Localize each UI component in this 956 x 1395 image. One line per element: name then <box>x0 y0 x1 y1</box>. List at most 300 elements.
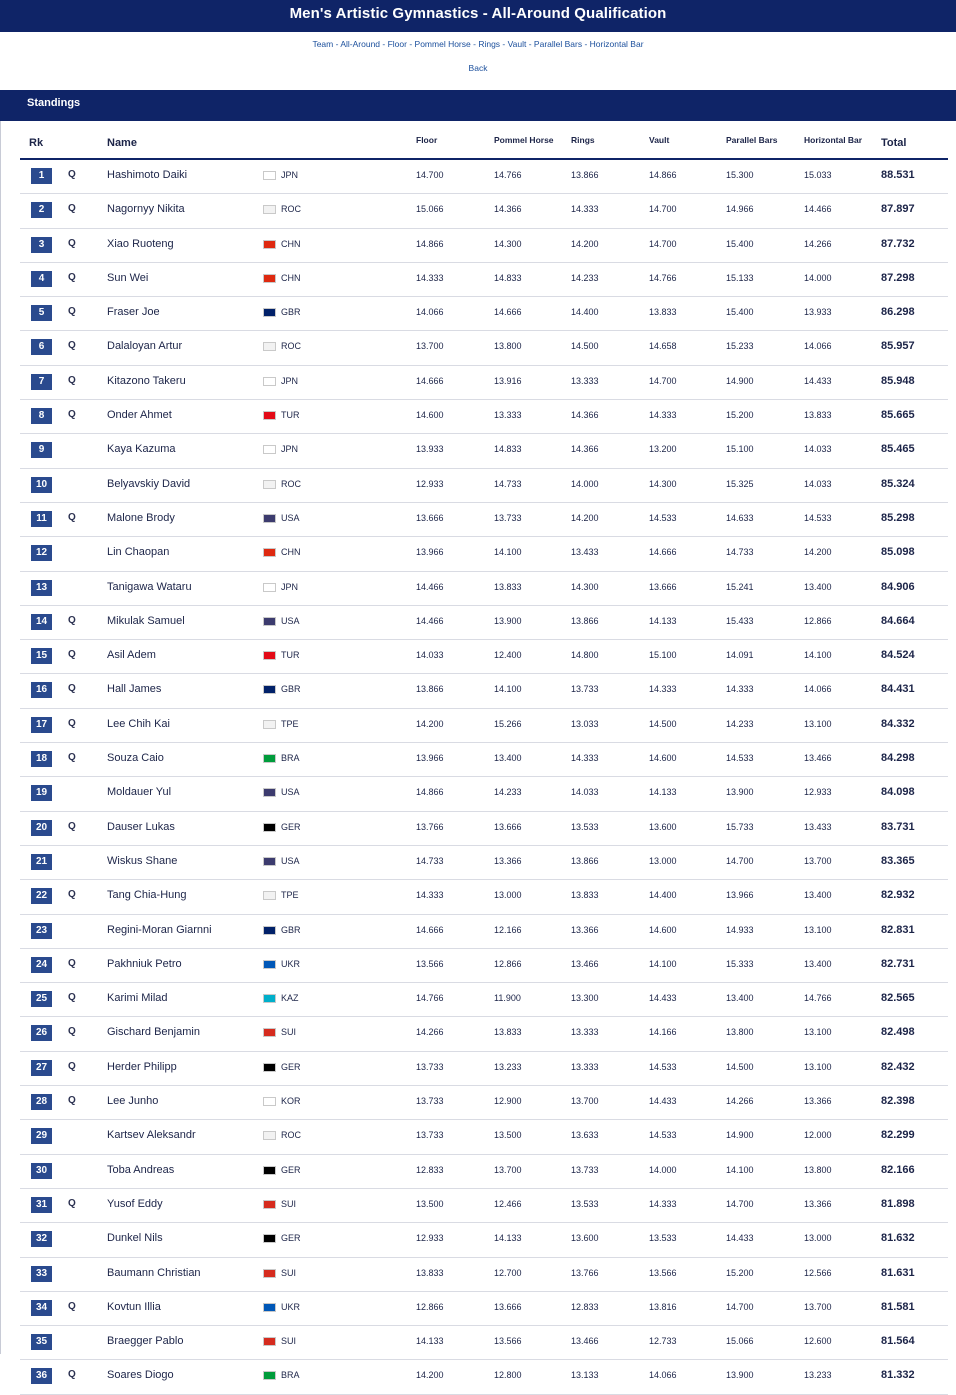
total-score: 85.324 <box>881 477 915 490</box>
parallel-bars-score: 15.241 <box>726 581 754 592</box>
col-header-floor[interactable]: Floor <box>416 135 438 145</box>
horizontal-bar-score: 13.800 <box>804 1164 832 1175</box>
rings-score: 12.833 <box>571 1301 599 1312</box>
country-code: GER <box>281 1061 301 1072</box>
vault-score: 14.100 <box>649 958 677 969</box>
country-code: GBR <box>281 307 301 318</box>
country-flag-icon <box>263 411 276 420</box>
horizontal-bar-score: 13.100 <box>804 924 832 935</box>
rank-badge: 12 <box>31 545 52 561</box>
parallel-bars-score: 14.091 <box>726 650 754 661</box>
table-row <box>20 469 948 503</box>
nav-separator: - <box>380 39 388 49</box>
floor-score: 14.866 <box>416 238 444 249</box>
parallel-bars-score: 14.900 <box>726 1130 754 1141</box>
vault-score: 14.533 <box>649 1130 677 1141</box>
parallel-bars-score: 14.966 <box>726 204 754 215</box>
total-score: 82.432 <box>881 1060 915 1073</box>
table-row <box>20 1017 948 1051</box>
athlete-name[interactable]: Kartsev Aleksandr <box>107 1129 196 1142</box>
country-flag-icon <box>263 926 276 935</box>
vault-score: 14.133 <box>649 615 677 626</box>
total-score: 84.298 <box>881 752 915 765</box>
rank-badge: 22 <box>31 888 52 904</box>
floor-score: 14.700 <box>416 170 444 180</box>
parallel-bars-score: 14.733 <box>726 547 754 558</box>
total-score: 85.465 <box>881 443 915 456</box>
horizontal-bar-score: 14.066 <box>804 341 832 352</box>
vault-score: 14.666 <box>649 547 677 558</box>
vault-score: 14.600 <box>649 924 677 935</box>
pommel-horse-score: 14.300 <box>494 238 522 249</box>
country-flag-icon <box>263 274 276 283</box>
table-row <box>20 880 948 914</box>
horizontal-bar-score: 14.000 <box>804 272 832 283</box>
floor-score: 12.866 <box>416 1301 444 1312</box>
floor-score: 14.466 <box>416 581 444 592</box>
total-score: 81.581 <box>881 1300 915 1313</box>
nav-separator: - <box>526 39 534 49</box>
total-score: 82.565 <box>881 992 915 1005</box>
qualified-marker: Q <box>68 1197 76 1209</box>
pommel-horse-score: 13.733 <box>494 512 522 523</box>
pommel-horse-score: 14.233 <box>494 787 522 798</box>
qualified-marker: Q <box>68 203 76 215</box>
pommel-horse-score: 14.766 <box>494 170 522 180</box>
rings-score: 14.366 <box>571 444 599 455</box>
rank-badge: 16 <box>31 682 52 698</box>
athlete-name[interactable]: Braegger Pablo <box>107 1335 184 1348</box>
rings-score: 13.300 <box>571 993 599 1004</box>
parallel-bars-score: 15.433 <box>726 615 754 626</box>
table-row <box>20 743 948 777</box>
floor-score: 14.866 <box>416 787 444 798</box>
standings-header <box>0 90 956 121</box>
rings-score: 14.200 <box>571 238 599 249</box>
horizontal-bar-score: 14.533 <box>804 512 832 523</box>
pommel-horse-score: 14.366 <box>494 204 522 215</box>
country-code: ROC <box>281 478 301 489</box>
country-code: SUI <box>281 1267 297 1278</box>
rings-score: 13.133 <box>571 1370 599 1381</box>
athlete-name[interactable]: Onder Ahmet <box>107 409 172 422</box>
country-flag-icon <box>263 891 276 900</box>
total-score: 86.298 <box>881 306 915 319</box>
pommel-horse-score: 14.833 <box>494 444 522 455</box>
country-code: SUI <box>281 1198 297 1209</box>
athlete-name[interactable]: Wiskus Shane <box>107 854 178 867</box>
horizontal-bar-score: 14.033 <box>804 444 832 455</box>
rank-badge: 1 <box>31 168 52 184</box>
col-header-rings[interactable]: Rings <box>571 135 595 145</box>
athlete-name[interactable]: Tang Chia-Hung <box>107 889 187 902</box>
rings-score: 13.866 <box>571 615 599 626</box>
country-flag-icon <box>263 445 276 454</box>
table-row <box>20 674 948 708</box>
qualified-marker: Q <box>68 409 76 421</box>
total-score: 82.731 <box>881 957 915 970</box>
col-header-total[interactable]: Total <box>881 137 907 149</box>
athlete-name[interactable]: Toba Andreas <box>107 1163 175 1176</box>
floor-score: 12.933 <box>416 1233 444 1244</box>
horizontal-bar-score: 13.833 <box>804 410 832 421</box>
standings-title: Standings <box>27 97 81 109</box>
athlete-name[interactable]: Asil Adem <box>107 649 156 662</box>
total-score: 87.897 <box>881 203 915 216</box>
nav-link-all-around[interactable]: All-Around <box>340 39 381 49</box>
parallel-bars-score: 14.533 <box>726 753 754 764</box>
table-row <box>20 229 948 263</box>
total-score: 84.906 <box>881 580 915 593</box>
country-code: BRA <box>281 1370 300 1381</box>
pommel-horse-score: 12.800 <box>494 1370 522 1381</box>
floor-score: 13.966 <box>416 753 444 764</box>
athlete-name[interactable]: Hall James <box>107 683 162 696</box>
col-header-parallel-bars[interactable]: Parallel Bars <box>726 135 778 145</box>
country-flag-icon <box>263 1303 276 1312</box>
pommel-horse-score: 13.500 <box>494 1130 522 1141</box>
vault-score: 13.816 <box>649 1301 677 1312</box>
floor-score: 13.833 <box>416 1267 444 1278</box>
table-row <box>20 777 948 811</box>
vault-score: 14.866 <box>649 170 677 180</box>
country-code: JPN <box>281 375 299 386</box>
country-code: SUI <box>281 1336 297 1347</box>
pommel-horse-score: 12.166 <box>494 924 522 935</box>
nav-link-rings[interactable]: Rings <box>478 39 501 49</box>
vault-score: 14.333 <box>649 684 677 695</box>
athlete-name[interactable]: Baumann Christian <box>107 1266 201 1279</box>
country-flag-icon <box>263 171 276 180</box>
vault-score: 14.333 <box>649 410 677 421</box>
country-flag-icon <box>263 685 276 694</box>
rank-badge: 32 <box>31 1231 52 1247</box>
rank-badge: 28 <box>31 1094 52 1110</box>
athlete-name[interactable]: Nagornyy Nikita <box>107 203 185 216</box>
horizontal-bar-score: 14.100 <box>804 650 832 661</box>
table-row <box>20 606 948 640</box>
athlete-name[interactable]: Kaya Kazuma <box>107 443 176 456</box>
athlete-name[interactable]: Herder Philipp <box>107 1060 177 1073</box>
horizontal-bar-score: 12.933 <box>804 787 832 798</box>
country-code: TPE <box>281 718 299 729</box>
country-flag-icon <box>263 1269 276 1278</box>
total-score: 85.948 <box>881 374 915 387</box>
vault-score: 13.833 <box>649 307 677 318</box>
total-score: 85.665 <box>881 409 915 422</box>
col-header-horizontal-bar[interactable]: Horizontal Bar <box>804 135 863 145</box>
qualified-marker: Q <box>68 614 76 626</box>
rings-score: 13.600 <box>571 1233 599 1244</box>
parallel-bars-score: 14.433 <box>726 1233 754 1244</box>
parallel-bars-score: 15.066 <box>726 1336 754 1347</box>
athlete-name[interactable]: Pakhniuk Petro <box>107 957 182 970</box>
vault-score: 14.600 <box>649 753 677 764</box>
rings-score: 14.033 <box>571 787 599 798</box>
rings-score: 13.766 <box>571 1267 599 1278</box>
page-title: Men's Artistic Gymnastics - All-Around Qualification <box>289 5 667 22</box>
pommel-horse-score: 15.266 <box>494 718 522 729</box>
athlete-name[interactable]: Regini-Moran Giarnni <box>107 923 212 936</box>
total-score: 87.298 <box>881 271 915 284</box>
country-code: UKR <box>281 958 301 969</box>
rank-badge: 9 <box>31 442 52 458</box>
country-flag-icon <box>263 1028 276 1037</box>
vault-score: 13.000 <box>649 855 677 866</box>
floor-score: 14.666 <box>416 375 444 386</box>
rings-score: 14.000 <box>571 478 599 489</box>
qualified-marker: Q <box>68 271 76 283</box>
total-score: 82.299 <box>881 1129 915 1142</box>
rank-badge: 18 <box>31 751 52 767</box>
floor-score: 14.466 <box>416 615 444 626</box>
rank-badge: 23 <box>31 923 52 939</box>
vault-score: 14.700 <box>649 375 677 386</box>
nav-link-pommel-horse[interactable]: Pommel Horse <box>414 39 471 49</box>
horizontal-bar-score: 13.400 <box>804 890 832 901</box>
parallel-bars-score: 15.400 <box>726 238 754 249</box>
rings-score: 14.333 <box>571 204 599 215</box>
qualified-marker: Q <box>68 1026 76 1038</box>
horizontal-bar-score: 12.866 <box>804 615 832 626</box>
floor-score: 13.766 <box>416 821 444 832</box>
total-score: 84.524 <box>881 649 915 662</box>
athlete-name[interactable]: Lin Chaopan <box>107 546 170 559</box>
vault-score: 14.166 <box>649 1027 677 1038</box>
country-flag-icon <box>263 514 276 523</box>
country-code: JPN <box>281 581 299 592</box>
horizontal-bar-score: 13.000 <box>804 1233 832 1244</box>
horizontal-bar-score: 13.366 <box>804 1096 832 1107</box>
horizontal-bar-score: 14.266 <box>804 238 832 249</box>
rings-score: 13.366 <box>571 924 599 935</box>
rank-badge: 11 <box>31 511 52 527</box>
nav-separator: - <box>406 39 415 49</box>
pommel-horse-score: 12.466 <box>494 1198 522 1209</box>
col-header-vault[interactable]: Vault <box>649 135 670 145</box>
parallel-bars-score: 15.733 <box>726 821 754 832</box>
parallel-bars-score: 14.233 <box>726 718 754 729</box>
back-link-wrap <box>0 63 956 73</box>
horizontal-bar-score: 13.100 <box>804 718 832 729</box>
vault-score: 14.300 <box>649 478 677 489</box>
qualified-marker: Q <box>68 957 76 969</box>
table-row <box>20 812 948 846</box>
country-code: CHN <box>281 238 301 249</box>
horizontal-bar-score: 13.100 <box>804 1061 832 1072</box>
nav-link-floor[interactable]: Floor <box>387 39 407 49</box>
rank-badge: 3 <box>31 237 52 253</box>
country-code: USA <box>281 615 300 626</box>
vault-score: 14.533 <box>649 512 677 523</box>
floor-score: 12.833 <box>416 1164 444 1175</box>
pommel-horse-score: 13.666 <box>494 821 522 832</box>
pommel-horse-score: 11.900 <box>494 993 521 1004</box>
col-header-name[interactable]: Name <box>107 137 137 149</box>
country-flag-icon <box>263 377 276 386</box>
floor-score: 14.733 <box>416 855 444 866</box>
qualified-marker: Q <box>68 237 76 249</box>
athlete-name[interactable]: Mikulak Samuel <box>107 614 185 627</box>
pommel-horse-score: 12.700 <box>494 1267 522 1278</box>
table-row <box>20 915 948 949</box>
pommel-horse-score: 13.333 <box>494 410 522 421</box>
nav-link-horizontal-bar[interactable]: Horizontal Bar <box>589 39 644 49</box>
country-code: ROC <box>281 204 301 215</box>
qualified-marker: Q <box>68 1369 76 1381</box>
pommel-horse-score: 12.866 <box>494 958 522 969</box>
total-score: 81.632 <box>881 1232 915 1245</box>
country-code: TUR <box>281 410 300 421</box>
horizontal-bar-score: 15.033 <box>804 170 832 180</box>
athlete-name[interactable]: Fraser Joe <box>107 306 160 319</box>
country-code: KAZ <box>281 993 299 1004</box>
floor-score: 14.200 <box>416 1370 444 1381</box>
country-code: SUI <box>281 1027 297 1038</box>
athlete-name[interactable]: Lee Junho <box>107 1095 159 1108</box>
rank-badge: 14 <box>31 614 52 630</box>
rank-badge: 24 <box>31 957 52 973</box>
floor-score: 13.566 <box>416 958 444 969</box>
rings-score: 13.033 <box>571 718 599 729</box>
horizontal-bar-score: 14.066 <box>804 684 832 695</box>
rank-badge: 13 <box>31 580 52 596</box>
horizontal-bar-score: 13.400 <box>804 958 832 969</box>
table-left-border <box>0 121 1 1354</box>
table-row <box>20 1052 948 1086</box>
total-score: 82.166 <box>881 1163 915 1176</box>
floor-score: 14.766 <box>416 993 444 1004</box>
table-row <box>20 160 948 194</box>
horizontal-bar-score: 13.366 <box>804 1198 832 1209</box>
athlete-name[interactable]: Belyavskiy David <box>107 477 191 490</box>
rings-score: 13.866 <box>571 170 599 180</box>
country-code: TPE <box>281 890 299 901</box>
athlete-name[interactable]: Tanigawa Wataru <box>107 580 192 593</box>
parallel-bars-score: 13.400 <box>726 993 754 1004</box>
table-row <box>20 572 948 606</box>
athlete-name[interactable]: Gischard Benjamin <box>107 1026 200 1039</box>
rings-score: 14.233 <box>571 272 599 283</box>
rings-score: 13.333 <box>571 1027 599 1038</box>
nav-separator: - <box>500 39 508 49</box>
horizontal-bar-score: 13.466 <box>804 753 832 764</box>
qualified-marker: Q <box>68 1095 76 1107</box>
total-score: 88.531 <box>881 169 915 181</box>
parallel-bars-score: 14.700 <box>726 855 754 866</box>
country-flag-icon <box>263 788 276 797</box>
country-flag-icon <box>263 1063 276 1072</box>
total-score: 82.398 <box>881 1095 915 1108</box>
rings-score: 13.533 <box>571 821 599 832</box>
col-header-rank[interactable]: Rk <box>29 137 44 149</box>
rings-score: 13.533 <box>571 1198 599 1209</box>
nav-link-vault[interactable]: Vault <box>507 39 527 49</box>
athlete-name[interactable]: Moldauer Yul <box>107 786 172 799</box>
athlete-name[interactable]: Sun Wei <box>107 271 149 284</box>
total-score: 84.431 <box>881 683 915 696</box>
total-score: 84.664 <box>881 614 915 627</box>
vault-score: 12.733 <box>649 1336 677 1347</box>
athlete-name[interactable]: Dunkel Nils <box>107 1232 163 1245</box>
vault-score: 15.100 <box>649 650 677 661</box>
rank-badge: 7 <box>31 374 52 390</box>
athlete-name[interactable]: Kitazono Takeru <box>107 374 186 387</box>
floor-score: 13.700 <box>416 341 444 352</box>
table-row <box>20 846 948 880</box>
back-link[interactable]: Back <box>468 63 488 73</box>
col-header-pommel-horse[interactable]: Pommel Horse <box>494 135 554 145</box>
athlete-name[interactable]: Hashimoto Daiki <box>107 169 188 181</box>
pommel-horse-score: 14.100 <box>494 547 522 558</box>
nav-link-team[interactable]: Team <box>312 39 334 49</box>
rank-badge: 31 <box>31 1197 52 1213</box>
nav-separator: - <box>333 39 341 49</box>
athlete-name[interactable]: Xiao Ruoteng <box>107 237 174 250</box>
athlete-name[interactable]: Lee Chih Kai <box>107 717 170 730</box>
total-score: 83.731 <box>881 820 915 833</box>
country-code: USA <box>281 855 300 866</box>
qualified-marker: Q <box>68 340 76 352</box>
pommel-horse-score: 13.000 <box>494 890 522 901</box>
total-score: 81.898 <box>881 1197 915 1210</box>
country-flag-icon <box>263 1131 276 1140</box>
horizontal-bar-score: 13.100 <box>804 1027 832 1038</box>
qualified-marker: Q <box>68 717 76 729</box>
table-row <box>20 1120 948 1154</box>
total-score: 87.732 <box>881 237 915 250</box>
athlete-name[interactable]: Malone Brody <box>107 511 175 524</box>
athlete-name[interactable]: Souza Caio <box>107 752 164 765</box>
rank-badge: 8 <box>31 408 52 424</box>
country-code: KOR <box>281 1096 301 1107</box>
total-score: 84.332 <box>881 717 915 730</box>
table-row <box>20 983 948 1017</box>
athlete-name[interactable]: Soares Diogo <box>107 1369 174 1382</box>
vault-score: 14.433 <box>649 993 677 1004</box>
parallel-bars-score: 15.200 <box>726 1267 754 1278</box>
parallel-bars-score: 15.400 <box>726 307 754 318</box>
vault-score: 13.533 <box>649 1233 677 1244</box>
floor-score: 14.266 <box>416 1027 444 1038</box>
athlete-name[interactable]: Yusof Eddy <box>107 1197 163 1210</box>
nav-link-parallel-bars[interactable]: Parallel Bars <box>533 39 583 49</box>
country-code: ROC <box>281 1130 301 1141</box>
total-score: 82.932 <box>881 889 915 902</box>
floor-score: 13.966 <box>416 547 444 558</box>
vault-score: 13.666 <box>649 581 677 592</box>
horizontal-bar-score: 13.933 <box>804 307 832 318</box>
vault-score: 13.566 <box>649 1267 677 1278</box>
athlete-name[interactable]: Dalaloyan Artur <box>107 340 183 353</box>
rank-badge: 2 <box>31 202 52 218</box>
floor-score: 13.733 <box>416 1130 444 1141</box>
rank-badge: 20 <box>31 820 52 836</box>
rank-badge: 27 <box>31 1060 52 1076</box>
pommel-horse-score: 14.833 <box>494 272 522 283</box>
table-row <box>20 1189 948 1223</box>
floor-score: 14.033 <box>416 650 444 661</box>
rank-badge: 17 <box>31 717 52 733</box>
nav-separator: - <box>582 39 590 49</box>
athlete-name[interactable]: Karimi Milad <box>107 992 168 1005</box>
parallel-bars-score: 14.500 <box>726 1061 754 1072</box>
total-score: 81.332 <box>881 1369 915 1382</box>
athlete-name[interactable]: Kovtun Illia <box>107 1300 161 1313</box>
athlete-name[interactable]: Dauser Lukas <box>107 820 175 833</box>
rank-badge: 33 <box>31 1266 52 1282</box>
country-code: GER <box>281 1233 301 1244</box>
